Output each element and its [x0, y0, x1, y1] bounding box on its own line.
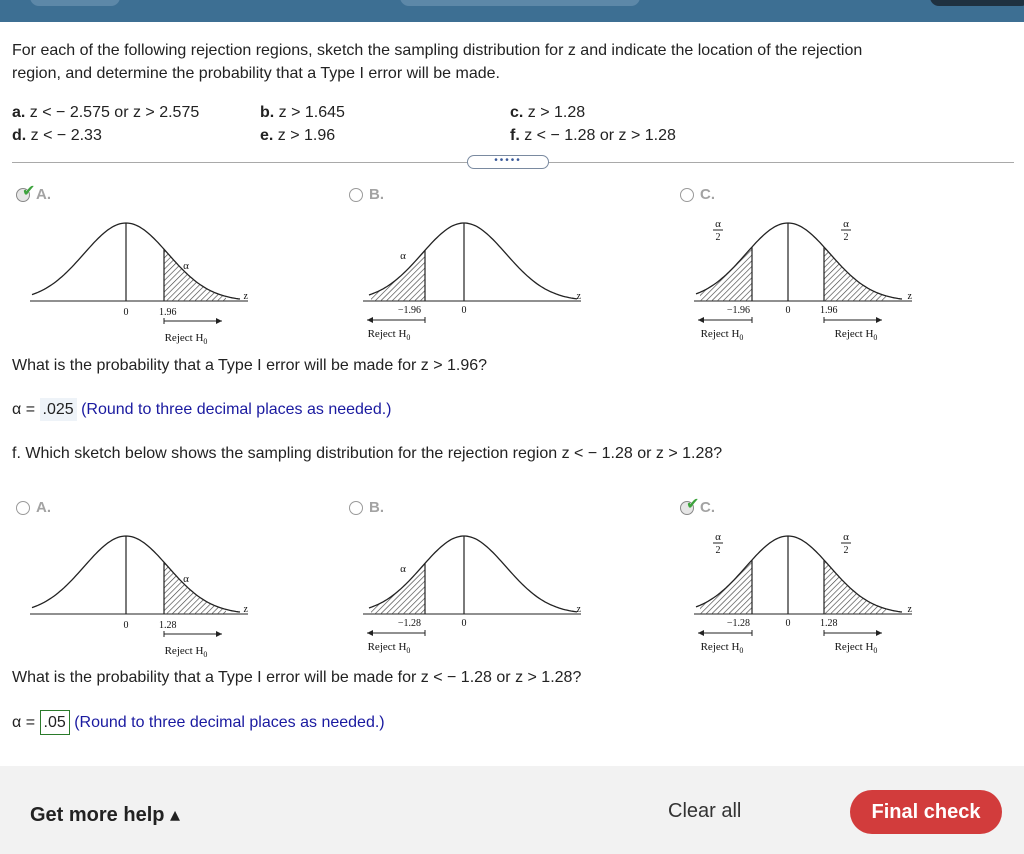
alpha-over-2-left-den: 2 [715, 232, 721, 243]
tick-critical: −1.28 [397, 618, 421, 629]
alpha-label: α [400, 563, 406, 575]
alpha-label: α [183, 260, 189, 272]
toolbar-pill-left[interactable] [30, 0, 120, 6]
prob-question-f: What is the probability that a Type I error will be made for z < − 1.28 or z > 1.28? [12, 669, 582, 686]
option-label: C. [700, 186, 715, 203]
alpha-label: α = [12, 401, 36, 418]
reject-h0-label-left: Reject $H_0$ [700, 641, 744, 655]
reject-h0-label: Reject $H_0$ [164, 332, 208, 346]
reject-h0-label: Reject $H_0$ [367, 641, 411, 655]
axis-label: z [907, 291, 912, 302]
axis-label: z [576, 291, 581, 302]
answer-f-input[interactable]: .05 [40, 710, 70, 735]
option-label: B. [369, 499, 384, 516]
top-toolbar [0, 0, 1024, 22]
tick-zero: 0 [123, 620, 129, 631]
alpha-over-2-right-den: 2 [843, 545, 849, 556]
hint-e: (Round to three decimal places as needed.) [81, 401, 392, 418]
reject-h0-label-right: Reject $H_0$ [834, 641, 878, 655]
tick-zero: 0 [123, 307, 129, 318]
rejection-region [371, 563, 425, 614]
answer-row-e [12, 398, 392, 421]
reject-h0-label: Reject $H_0$ [367, 328, 411, 342]
alpha-over-2-right-den: 2 [843, 232, 849, 243]
checkmark-icon: ✔ [686, 496, 700, 513]
tick-critical-neg: −1.96 [726, 305, 750, 316]
option-label: C. [700, 499, 715, 516]
toolbar-pill-middle[interactable] [400, 0, 640, 6]
sampling-distribution-sketch[interactable] [690, 209, 920, 349]
tick-critical: −1.96 [397, 305, 421, 316]
part-f: f. z < − 1.28 or z > 1.28 [510, 127, 676, 144]
prob-question-e: What is the probability that a Type I error will be made for z > 1.96? [12, 357, 488, 374]
question-intro-line1: For each of the following rejection regions, sketch the sampling distribution for z and indicate the location of the rejection [12, 42, 863, 59]
expand-dots-button[interactable]: ••••• [467, 155, 549, 169]
tick-zero: 0 [461, 305, 467, 316]
final-check-button[interactable]: Final check [850, 790, 1002, 834]
reject-h0-label-left: Reject $H_0$ [700, 328, 744, 342]
option-label: B. [369, 186, 384, 203]
axis-label: z [907, 604, 912, 615]
answer-e-input[interactable]: .025 [40, 398, 77, 421]
alpha-over-2-left-den: 2 [715, 545, 721, 556]
axis-label: z [576, 604, 581, 615]
tick-zero: 0 [461, 618, 467, 629]
question-intro-line2: region, and determine the probability that a Type I error will be made. [12, 65, 500, 82]
clear-all-button[interactable]: Clear all [668, 800, 742, 822]
option-label: A. [36, 186, 51, 203]
tick-critical: 1.28 [159, 620, 177, 631]
hint-f: (Round to three decimal places as needed.) [74, 714, 385, 731]
sampling-distribution-sketch[interactable] [26, 522, 256, 662]
sampling-distribution-sketch[interactable] [359, 209, 589, 349]
alpha-label: α = [12, 714, 36, 731]
question-f: f. Which sketch below shows the sampling distribution for the rejection region z < − 1.28 or z > 1.28? [12, 445, 723, 462]
answer-row-f [12, 710, 385, 735]
part-b: b. z > 1.645 [260, 104, 345, 121]
rejection-region [371, 250, 425, 301]
tick-critical-neg: −1.28 [726, 618, 750, 629]
alpha-label: α [183, 573, 189, 585]
reject-h0-label-right: Reject $H_0$ [834, 328, 878, 342]
alpha-over-2-left-num: α [715, 218, 721, 230]
option-label: A. [36, 499, 51, 516]
reject-h0-label: Reject $H_0$ [164, 645, 208, 659]
tick-critical: 1.96 [159, 307, 177, 318]
sampling-distribution-sketch[interactable] [690, 522, 920, 662]
alpha-over-2-left-num: α [715, 531, 721, 543]
radio-option-a[interactable] [16, 501, 30, 515]
checkmark-icon: ✔ [22, 183, 36, 200]
alpha-over-2-right-num: α [843, 531, 849, 543]
radio-option-b[interactable] [349, 188, 363, 202]
sampling-distribution-sketch[interactable] [26, 209, 256, 349]
get-more-help-button[interactable]: Get more help ▴ [30, 804, 181, 826]
toolbar-pill-right[interactable] [930, 0, 1024, 6]
sampling-distribution-sketch[interactable] [359, 522, 589, 662]
part-a: a. z < − 2.575 or z > 2.575 [12, 104, 200, 121]
radio-option-b[interactable] [349, 501, 363, 515]
tick-critical-pos: 1.96 [820, 305, 838, 316]
axis-label: z [243, 604, 248, 615]
tick-critical-pos: 1.28 [820, 618, 838, 629]
part-c: c. z > 1.28 [510, 104, 586, 121]
tick-zero: 0 [785, 618, 791, 629]
part-d: d. z < − 2.33 [12, 127, 102, 144]
radio-option-c[interactable] [680, 188, 694, 202]
alpha-label: α [400, 250, 406, 262]
axis-label: z [243, 291, 248, 302]
part-e: e. z > 1.96 [260, 127, 336, 144]
alpha-over-2-right-num: α [843, 218, 849, 230]
tick-zero: 0 [785, 305, 791, 316]
